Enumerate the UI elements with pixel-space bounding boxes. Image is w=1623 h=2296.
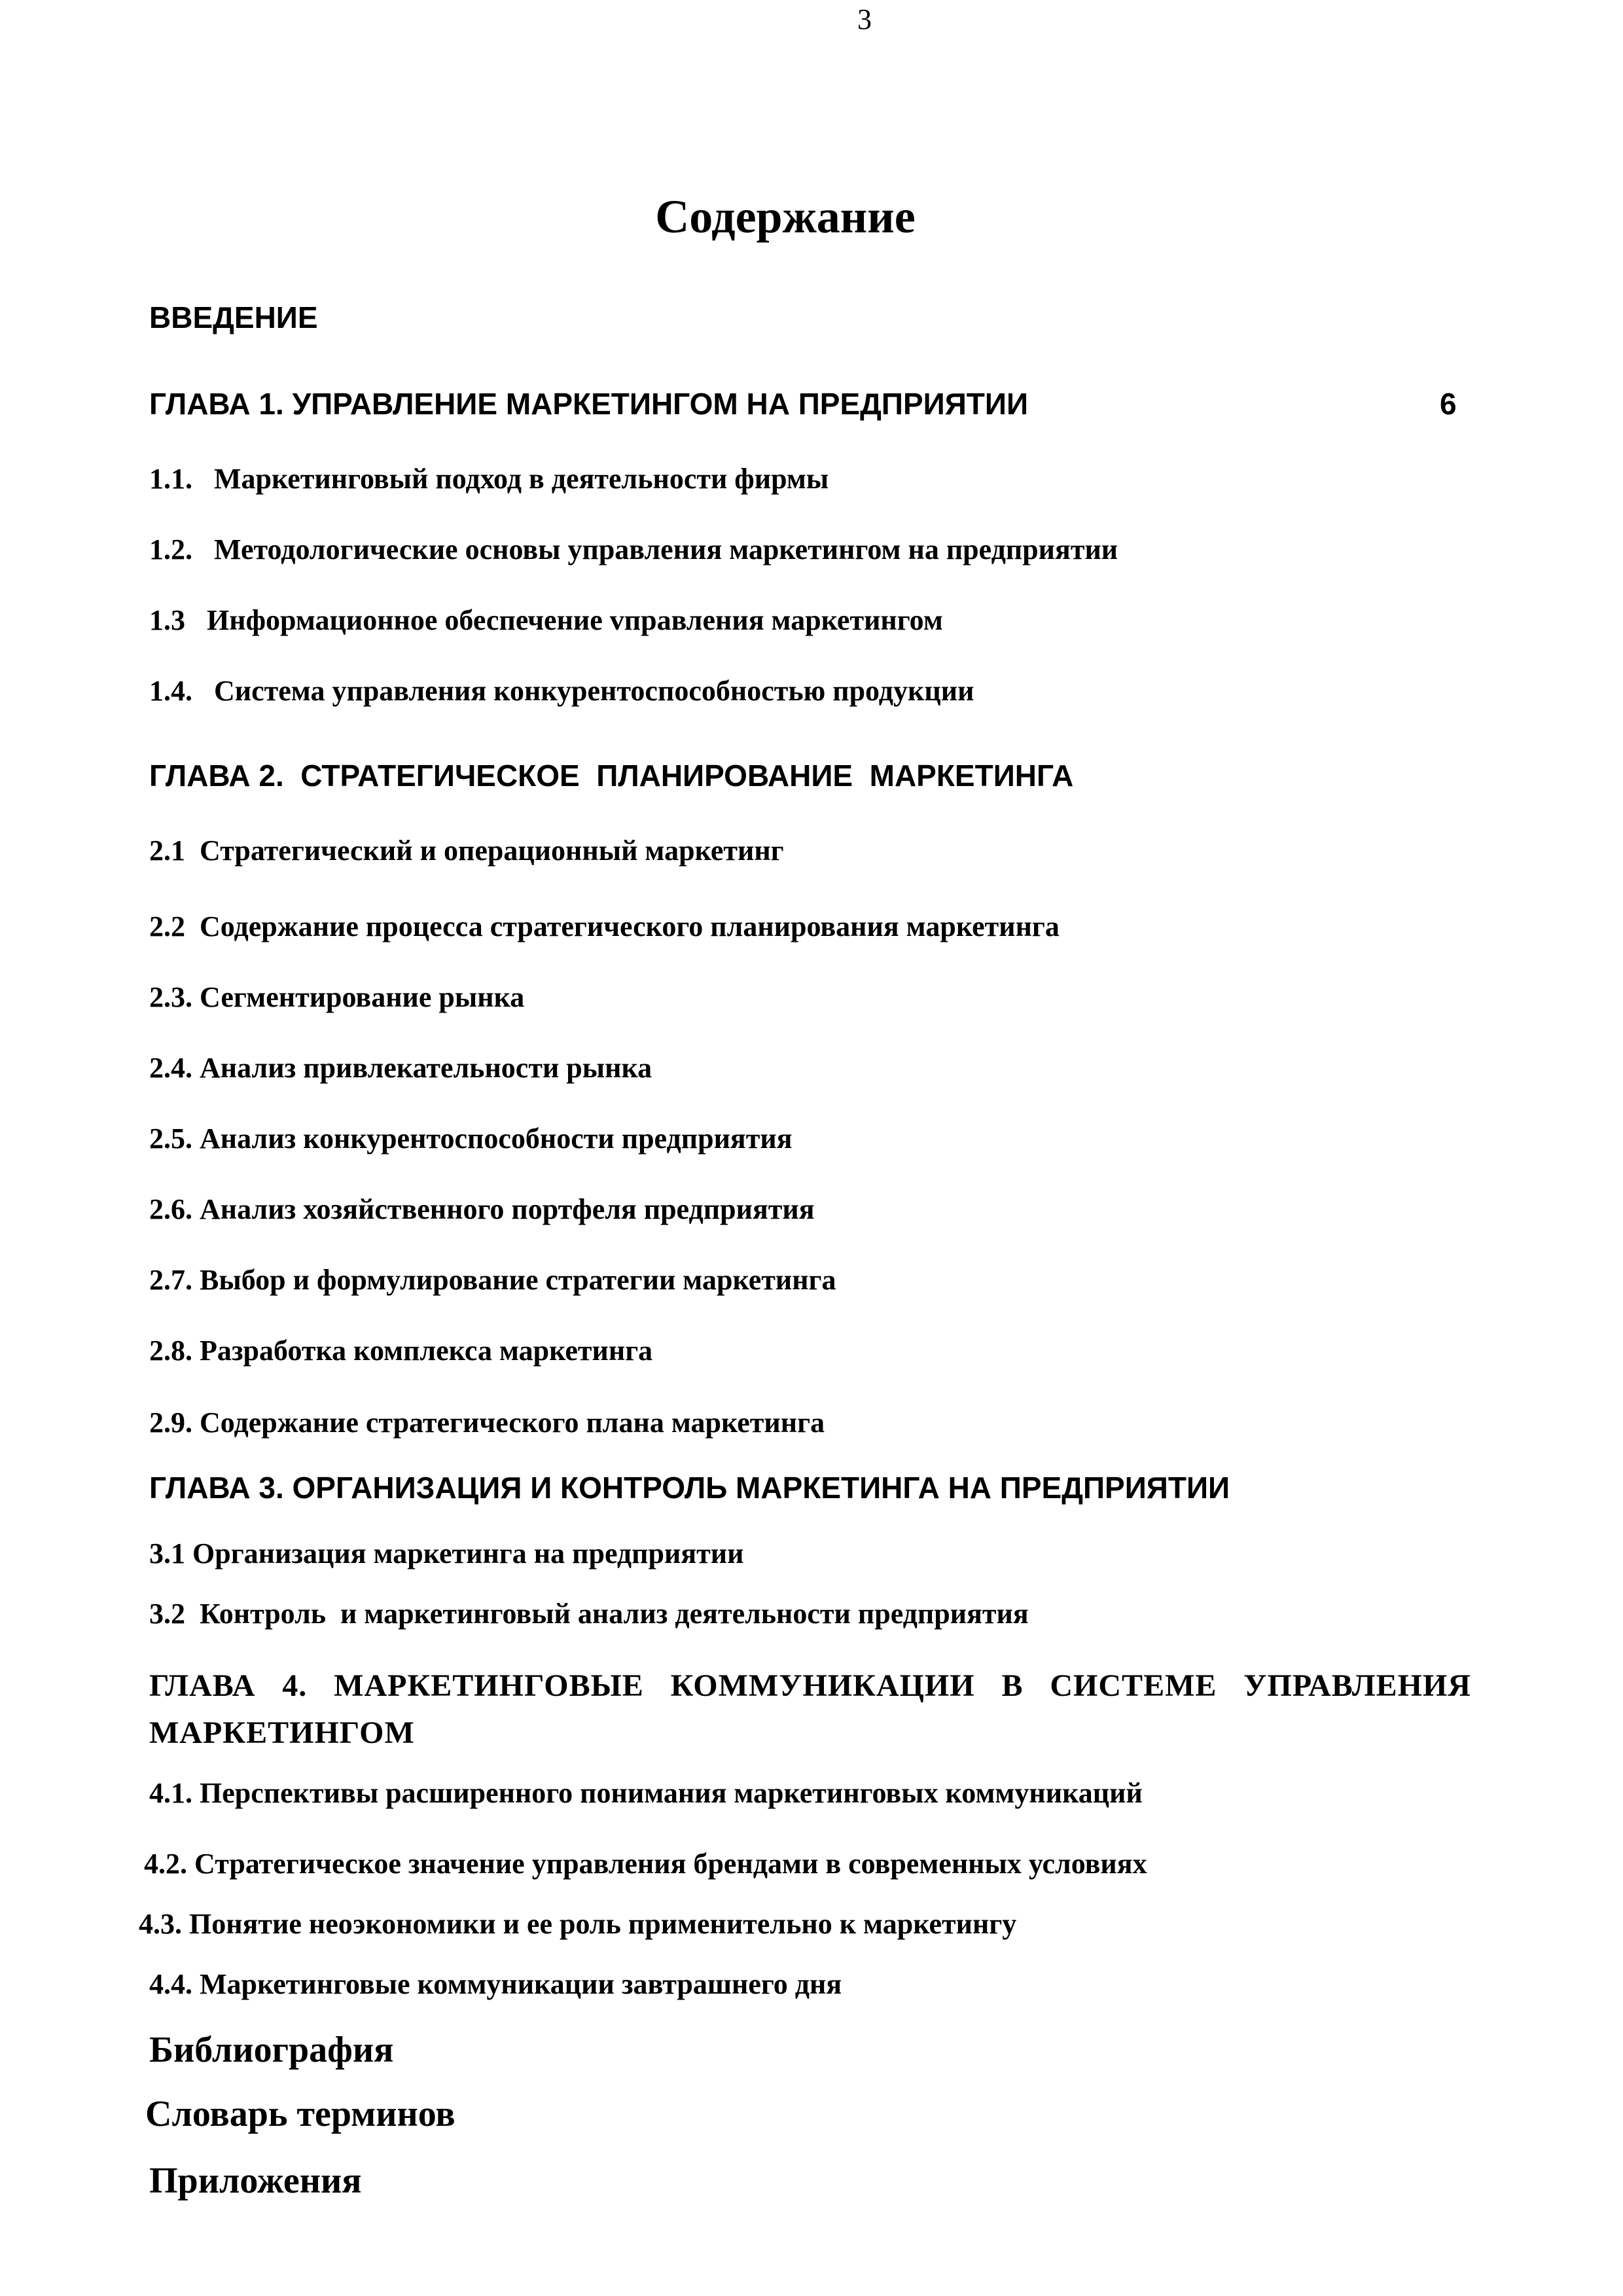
toc-section-1-3: 1.3 Информационное обеспечение vправления маркетингом xyxy=(149,604,943,636)
toc-chapter-3-heading: ГЛАВА 3. ОРГАНИЗАЦИЯ И КОНТРОЛЬ МАРКЕТИНГА НА ПРЕДПРИЯТИИ xyxy=(149,1471,1230,1505)
toc-section-1-2: 1.2. Методологические основы управления маркетингом на предприятии xyxy=(149,533,1118,565)
toc-section-4-2: 4.2. Стратегическое значение управления брендами в современных условиях xyxy=(144,1848,1147,1880)
toc-appendices: Приложения xyxy=(149,2161,362,2201)
toc-section-1-4: 1.4. Система управления конкурентоспособностью продукции xyxy=(149,675,974,707)
toc-section-2-5: 2.5. Анализ конкурентоспособности предприятия xyxy=(149,1122,793,1155)
toc-chapter-4-heading: ГЛАВА 4. МАРКЕТИНГОВЫЕ КОММУНИКАЦИИ В СИСТЕМЕ УПРАВЛЕНИЯ МАРКЕТИНГОМ xyxy=(149,1668,1471,1750)
toc-section-2-1: 2.1 Стратегический и операционный маркетинг xyxy=(149,834,784,867)
page-title: Содержание xyxy=(655,190,916,243)
toc-section-2-7: 2.7. Выбор и формулирование стратегии маркетинга xyxy=(149,1264,836,1296)
toc-section-2-2: 2.2 Содержание процесса стратегического планирования маркетинга xyxy=(149,910,1060,942)
toc-section-3-2: 3.2 Контроль и маркетинговый анализ деятельности предприятия xyxy=(149,1598,1029,1630)
toc-section-2-8: 2.8. Разработка комплекса маркетинга xyxy=(149,1335,653,1367)
toc-chapter-1-page: 6 xyxy=(1440,387,1457,421)
toc-section-2-3: 2.3. Сегментирование рынка xyxy=(149,981,525,1013)
page-number: 3 xyxy=(857,3,872,35)
toc-section-4-3: 4.3. Понятие неоэкономики и ее роль применительно к маркетингу xyxy=(139,1908,1017,1940)
toc-section-4-4: 4.4. Маркетинговые коммуникации завтрашнего дня xyxy=(149,1968,842,2000)
toc-section-1-1: 1.1. Маркетинговый подход в деятельности фирмы xyxy=(149,463,829,495)
toc-chapter-2-heading: ГЛАВА 2. СТРАТЕГИЧЕСКОЕ ПЛАНИРОВАНИЕ МАРКЕТИНГА xyxy=(149,759,1074,793)
toc-section-2-9: 2.9. Содержание стратегического плана маркетинга xyxy=(149,1407,825,1439)
toc-introduction: ВВЕДЕНИЕ xyxy=(149,300,318,334)
toc-section-3-1: 3.1 Организация маркетинга на предприятии xyxy=(149,1537,744,1570)
toc-glossary: Словарь терминов xyxy=(145,2094,455,2134)
toc-section-2-6: 2.6. Анализ хозяйственного портфеля предприятия xyxy=(149,1193,815,1225)
toc-section-2-4: 2.4. Анализ привлекательности рынка xyxy=(149,1052,652,1084)
toc-bibliography: Библиография xyxy=(149,2030,394,2070)
toc-chapter-1-heading: ГЛАВА 1. УПРАВЛЕНИЕ МАРКЕТИНГОМ НА ПРЕДПРИЯТИИ xyxy=(149,387,1029,421)
toc-section-4-1: 4.1. Перспективы расширенного понимания маркетинговых коммуникаций xyxy=(149,1777,1143,1809)
